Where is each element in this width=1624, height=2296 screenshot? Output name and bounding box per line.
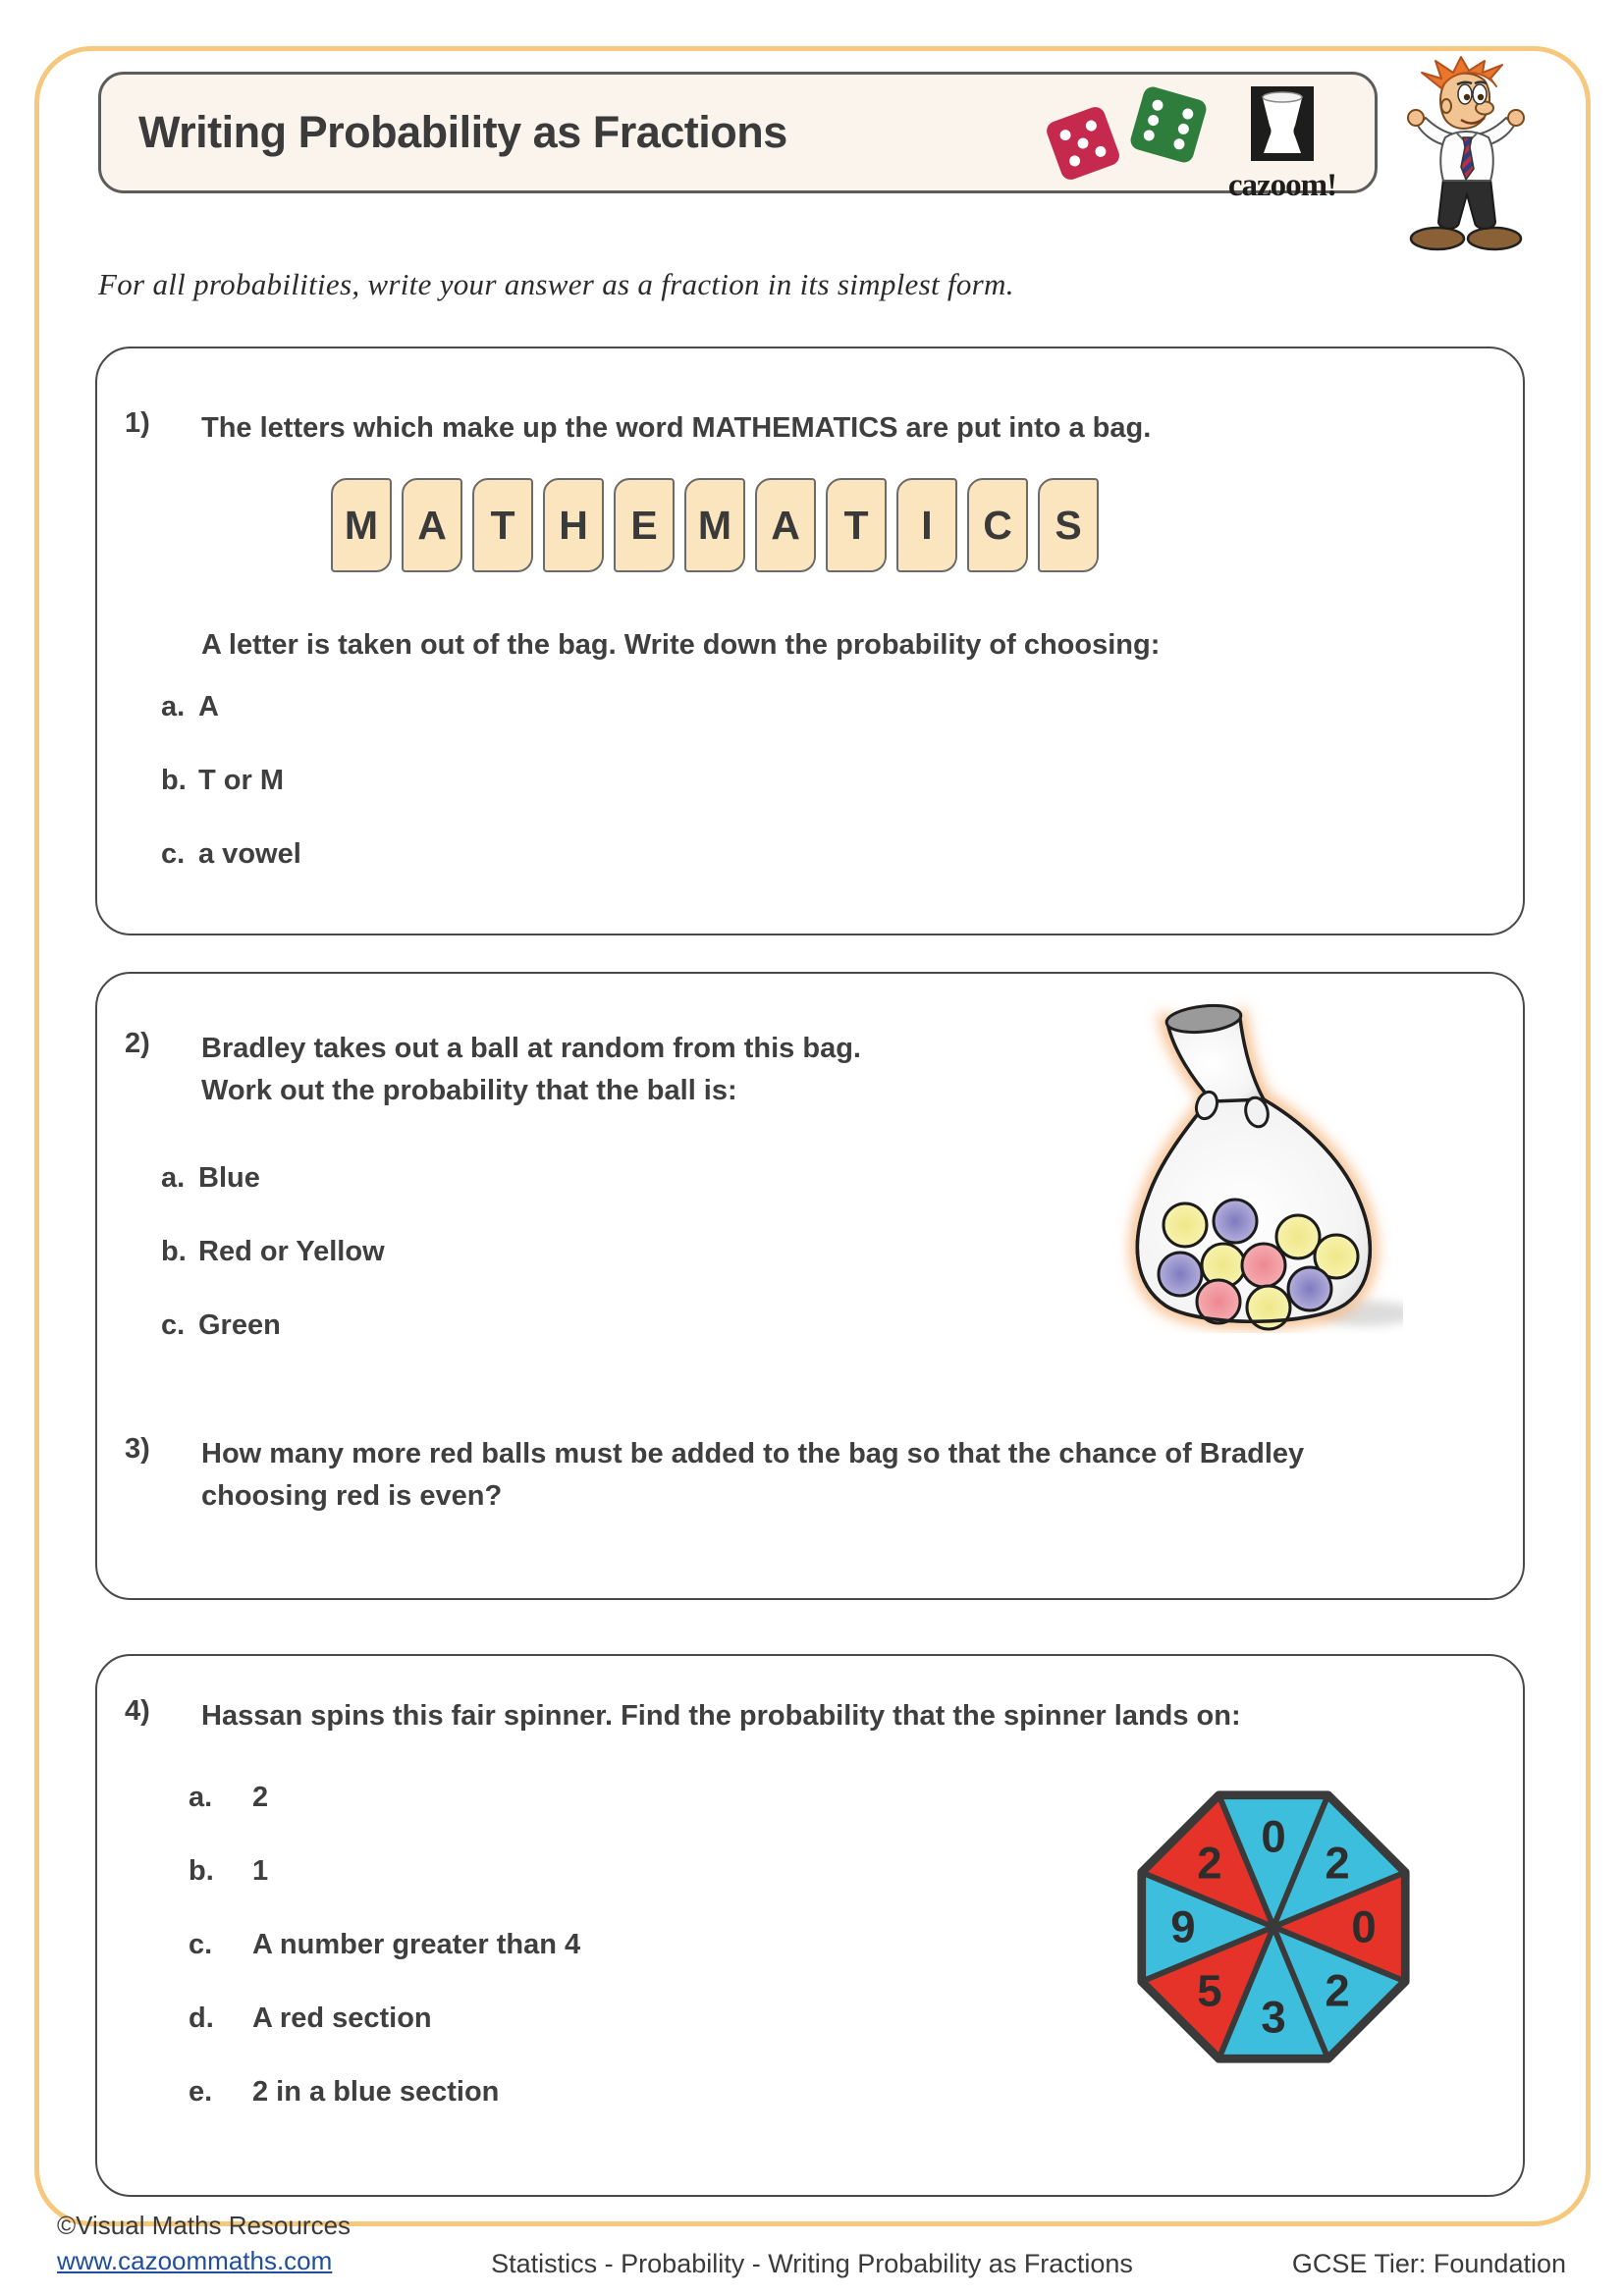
instruction-text: For all probabilities, write your answer as a fraction in its simplest form. <box>98 267 1014 301</box>
question-text: How many more red balls must be added to the bag so that the chance of Bradley choosing red is even? <box>201 1438 1305 1512</box>
letter-tile: A <box>402 478 462 572</box>
question-item <box>189 2002 580 2034</box>
item-label: d. <box>189 2002 214 2034</box>
blue-ball <box>1159 1253 1202 1296</box>
letter-tile: C <box>967 478 1028 572</box>
spinner-number: 9 <box>1170 1901 1196 1952</box>
item-label: c. <box>161 838 186 870</box>
question-items <box>161 1162 385 1383</box>
spinner-number: 0 <box>1351 1901 1377 1952</box>
question-item <box>189 1929 580 1960</box>
yellow-ball <box>1164 1203 1207 1247</box>
item-text: 1 <box>252 1855 269 1887</box>
letter-tile: A <box>755 478 816 572</box>
item-text: A red section <box>252 2002 432 2034</box>
question-box-2 <box>95 972 1525 1600</box>
question-item <box>189 1855 580 1887</box>
question-number: 4) <box>125 1695 150 1727</box>
item-text: Red or Yellow <box>198 1236 385 1267</box>
question-item <box>161 838 301 870</box>
question-box-4 <box>95 1654 1525 2197</box>
teacher-character-illustration <box>1402 55 1530 256</box>
spinner-number: 2 <box>1325 1838 1350 1889</box>
blue-ball <box>1288 1267 1331 1310</box>
question-items <box>189 1782 580 2150</box>
item-text: A <box>198 691 219 722</box>
red-ball <box>1242 1244 1285 1287</box>
question-text-line2: Work out the probability that the ball is: <box>201 1075 737 1106</box>
spinner-number: 2 <box>1197 1838 1222 1889</box>
spinner-number: 5 <box>1197 1965 1222 2016</box>
question-item <box>189 2076 580 2108</box>
item-label: a. <box>161 691 186 722</box>
letter-tile: M <box>331 478 392 572</box>
shoe <box>1411 228 1464 249</box>
letter-tile: T <box>472 478 533 572</box>
item-label: b. <box>161 1236 187 1267</box>
letter-tile: T <box>826 478 887 572</box>
letter-tile: E <box>614 478 675 572</box>
page-title: Writing Probability as Fractions <box>138 107 787 157</box>
item-text: 2 <box>252 1782 269 1813</box>
question-item <box>161 765 301 796</box>
letter-tile: H <box>543 478 604 572</box>
footer-link[interactable]: www.cazoommaths.com <box>57 2246 333 2275</box>
question-item <box>161 691 301 722</box>
question-number: 2) <box>125 1028 150 1059</box>
green-die-icon <box>1128 84 1209 165</box>
bag-illustration <box>1109 989 1403 1338</box>
item-text: T or M <box>198 765 284 796</box>
letter-tile: M <box>684 478 745 572</box>
footer-tier: GCSE Tier: Foundation <box>1291 2249 1566 2278</box>
shoe <box>1468 228 1521 249</box>
item-label: a. <box>189 1782 213 1813</box>
red-die-icon <box>1044 104 1121 182</box>
letter-tile: S <box>1038 478 1099 572</box>
item-text: Green <box>198 1309 281 1341</box>
logo-text: cazoom! <box>1227 168 1337 203</box>
item-text: A number greater than 4 <box>252 1929 581 1960</box>
letter-tiles <box>331 478 1099 572</box>
item-label: a. <box>161 1162 186 1194</box>
question-items <box>161 691 301 912</box>
question-number: 3) <box>125 1433 150 1465</box>
spinner-number: 2 <box>1325 1965 1350 2016</box>
item-label: b. <box>161 765 187 796</box>
question-text: Hassan spins this fair spinner. Find the probability that the spinner lands on: <box>201 1700 1241 1732</box>
header-box <box>98 72 1378 203</box>
question-item <box>161 1309 385 1341</box>
question-item <box>161 1162 385 1194</box>
item-text: Blue <box>198 1162 260 1194</box>
question-box-1 <box>95 347 1525 935</box>
drum-icon <box>1251 86 1314 161</box>
question-subtext: A letter is taken out of the bag. Write down the probability of choosing: <box>201 629 1161 661</box>
question-item <box>189 1782 580 1813</box>
item-label: c. <box>161 1309 186 1341</box>
question-text: The letters which make up the word MATHEMATICS are put into a bag. <box>201 412 1152 444</box>
item-label: e. <box>189 2076 213 2108</box>
spinner-number: 3 <box>1261 1992 1286 2043</box>
yellow-ball <box>1276 1215 1320 1258</box>
spinner-number: 0 <box>1261 1811 1286 1862</box>
item-label: b. <box>189 1855 214 1887</box>
blue-ball <box>1214 1200 1257 1243</box>
item-text: 2 in a blue section <box>252 2076 500 2108</box>
question-text-line1: Bradley takes out a ball at random from this bag. <box>201 1033 861 1064</box>
item-text: a vowel <box>198 838 301 870</box>
letter-tile: I <box>896 478 957 572</box>
item-label: c. <box>189 1929 213 1960</box>
spinner-illustration <box>1121 1775 1426 2084</box>
dice-icon <box>1036 79 1232 196</box>
footer-topic: Statistics - Probability - Writing Probability as Fractions <box>491 2249 1133 2278</box>
question-item <box>161 1236 385 1267</box>
question-number: 1) <box>125 407 150 439</box>
footer-copyright: ©Visual Maths Resources <box>57 2211 352 2240</box>
cazoom-logo <box>1214 86 1351 204</box>
